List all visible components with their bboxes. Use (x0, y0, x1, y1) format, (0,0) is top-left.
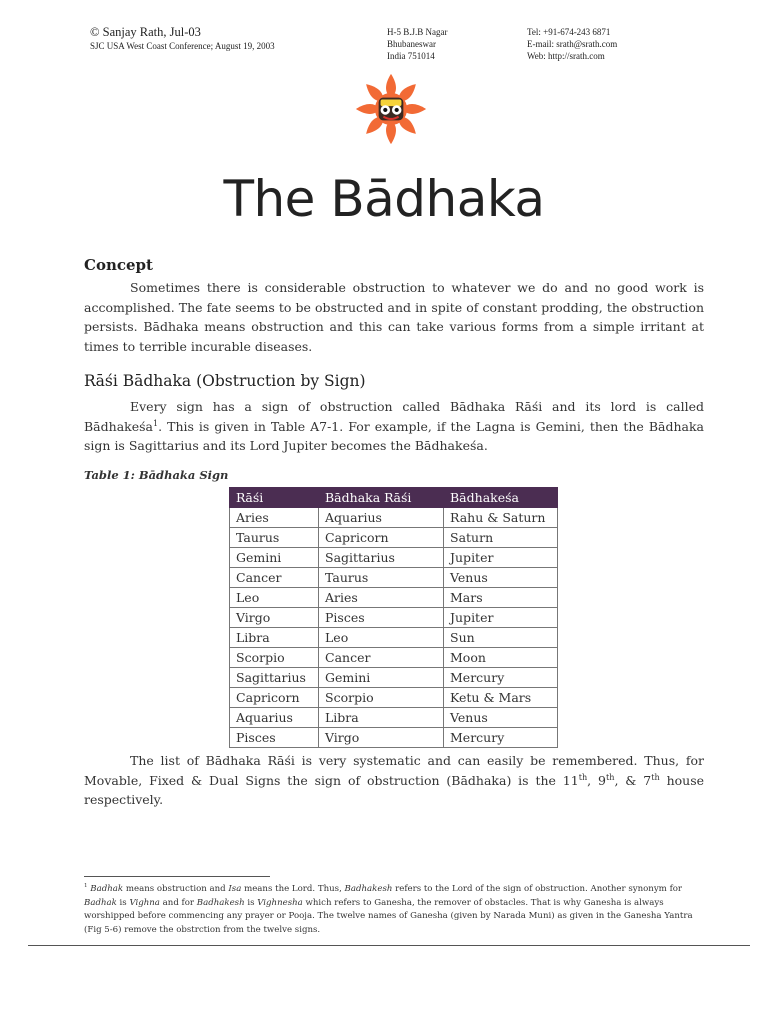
footnote-term: Badhakesh (196, 897, 245, 908)
table-cell: Scorpio (319, 688, 444, 708)
table-cell: Pisces (230, 728, 319, 748)
table-cell: Libra (230, 628, 319, 648)
address-line: India 751014 (387, 51, 435, 61)
page-bottom-rule (28, 945, 750, 946)
after-table-text: , & 7 (614, 772, 652, 788)
table-cell: Venus (444, 568, 558, 588)
footnote-text: means the Lord. Thus, (241, 884, 345, 894)
table-cell: Gemini (319, 668, 444, 688)
address-line: H-5 B.J.B Nagar (387, 27, 448, 37)
address-line: Bhubaneswar (387, 39, 436, 49)
footnote-separator (84, 876, 270, 877)
table-row (230, 588, 558, 608)
table-row (230, 648, 558, 668)
table-cell: Mercury (444, 668, 558, 688)
table-cell: Libra (319, 708, 444, 728)
table-cell: Taurus (319, 568, 444, 588)
footnote-text: is (116, 897, 130, 908)
table-cell: Leo (319, 628, 444, 648)
page-title: The Bādhaka (223, 170, 545, 228)
table-cell: Capricorn (319, 528, 444, 548)
jagannath-logo (353, 71, 429, 147)
after-table-text: house respectively. (84, 772, 705, 807)
email-line: E-mail: srath@srath.com (527, 39, 618, 49)
author-line: © Sanjay Rath, Jul-03 (90, 25, 201, 39)
footnote-term: Badhak (84, 897, 117, 908)
table-cell: Gemini (230, 548, 319, 568)
table-cell: Saturn (444, 528, 558, 548)
table-cell: Aquarius (319, 508, 444, 528)
rasi-paragraph (84, 397, 704, 456)
after-table-text: , 9 (587, 772, 606, 788)
table-row (230, 508, 558, 528)
conference-line: SJC USA West Coast Conference; August 19, 2003 (90, 41, 275, 51)
table-cell: Venus (444, 708, 558, 728)
table-cell: Capricorn (230, 688, 319, 708)
table-cell: Mercury (444, 728, 558, 748)
table-header-row (230, 488, 558, 508)
footnote-text: which refers to Ganesha, the remover of obstacles. That is why Ganesha is always worshipped before commencing any prayer or Pooja. The twelve names of Ganesha (given by Narada Muni) as given in the Ganesha Yantra (Fig 5-6) remove the obstrction from the twelve signs. (84, 897, 693, 935)
table-cell: Jupiter (444, 608, 558, 628)
table-row (230, 548, 558, 568)
table-cell: Mars (444, 588, 558, 608)
concept-text: Sometimes there is considerable obstruction to whatever we do and no good work is accomplished. The fate seems to be obstructed and in spite of constant prodding, the obstruction persists. Bādhaka means obstruction and this can take various forms from a simple irritant at times to terrible incurable diseases. (84, 280, 704, 354)
after-table-paragraph (84, 751, 704, 810)
table-cell: Moon (444, 648, 558, 668)
table-row (230, 708, 558, 728)
footnote-text: refers to the Lord of the sign of obstruction. Another synonym for (392, 884, 683, 894)
table-cell: Pisces (319, 608, 444, 628)
col-header-badhakesa: Bādhakeśa (444, 488, 558, 508)
table-cell: Cancer (319, 648, 444, 668)
table-cell: Aries (230, 508, 319, 528)
table-row (230, 668, 558, 688)
contact-block (527, 26, 617, 62)
ordinal-suffix: th (578, 771, 588, 782)
footnote-text: and for (159, 897, 197, 908)
table-row (230, 528, 558, 548)
footnote-term: Badhakesh (344, 884, 393, 894)
footnote-term: Vighna (129, 897, 160, 908)
table-cell: Aquarius (230, 708, 319, 728)
table-cell: Sun (444, 628, 558, 648)
table-cell: Sagittarius (230, 668, 319, 688)
col-header-badhaka-rasi: Bādhaka Rāśi (319, 488, 444, 508)
footnote (84, 883, 696, 937)
rasi-text: Every sign has a sign of obstruction called Bādhaka Rāśi and its lord is called Bādhakeśa (84, 399, 704, 434)
table-cell: Rahu & Saturn (444, 508, 558, 528)
address-block (387, 26, 448, 62)
footnote-text: means obstruction and (123, 884, 229, 894)
footnote-text: is (244, 897, 258, 908)
ordinal-suffix: th (651, 771, 660, 782)
footnote-term: Vighnesha (257, 897, 303, 908)
table-caption: Table 1: Bādhaka Sign (84, 468, 229, 482)
concept-heading: Concept (84, 256, 153, 274)
concept-paragraph (84, 278, 704, 356)
rasi-heading: Rāśi Bādhaka (Obstruction by Sign) (84, 372, 366, 390)
table-cell: Leo (230, 588, 319, 608)
footnote-ref[interactable]: 1 (152, 417, 159, 428)
after-table-text: The list of Bādhaka Rāśi is very systematic and can easily be remembered. Thus, for Movable, Fixed & Dual Signs the sign of obstruction (Bādhaka) is the 11 (84, 753, 704, 788)
table-row (230, 728, 558, 748)
ordinal-suffix: th (605, 771, 615, 782)
table-cell: Cancer (230, 568, 319, 588)
table-cell: Virgo (230, 608, 319, 628)
footnote-term: Badhak (90, 884, 124, 894)
table-cell: Aries (319, 588, 444, 608)
table-cell: Taurus (230, 528, 319, 548)
table-row (230, 568, 558, 588)
footnote-mark: 1 (84, 883, 88, 890)
table-cell: Jupiter (444, 548, 558, 568)
col-header-rasi: Rāśi (230, 488, 319, 508)
footnote-term: Isa (228, 884, 242, 894)
table-row (230, 608, 558, 628)
table-row (230, 688, 558, 708)
rasi-text-cont: . This is given in Table A7-1. For example, if the Lagna is Gemini, then the Bādhaka sign is Sagittarius and its Lord Jupiter becomes the Bādhakeśa. (84, 418, 704, 453)
badhaka-table (229, 487, 558, 748)
table-row (230, 628, 558, 648)
table-cell: Scorpio (230, 648, 319, 668)
phone-line: Tel: +91-674-243 6871 (527, 27, 611, 37)
web-line: Web: http://srath.com (527, 51, 605, 61)
table-cell: Sagittarius (319, 548, 444, 568)
deity-face-icon (379, 98, 404, 121)
table-cell: Ketu & Mars (444, 688, 558, 708)
table-cell: Virgo (319, 728, 444, 748)
